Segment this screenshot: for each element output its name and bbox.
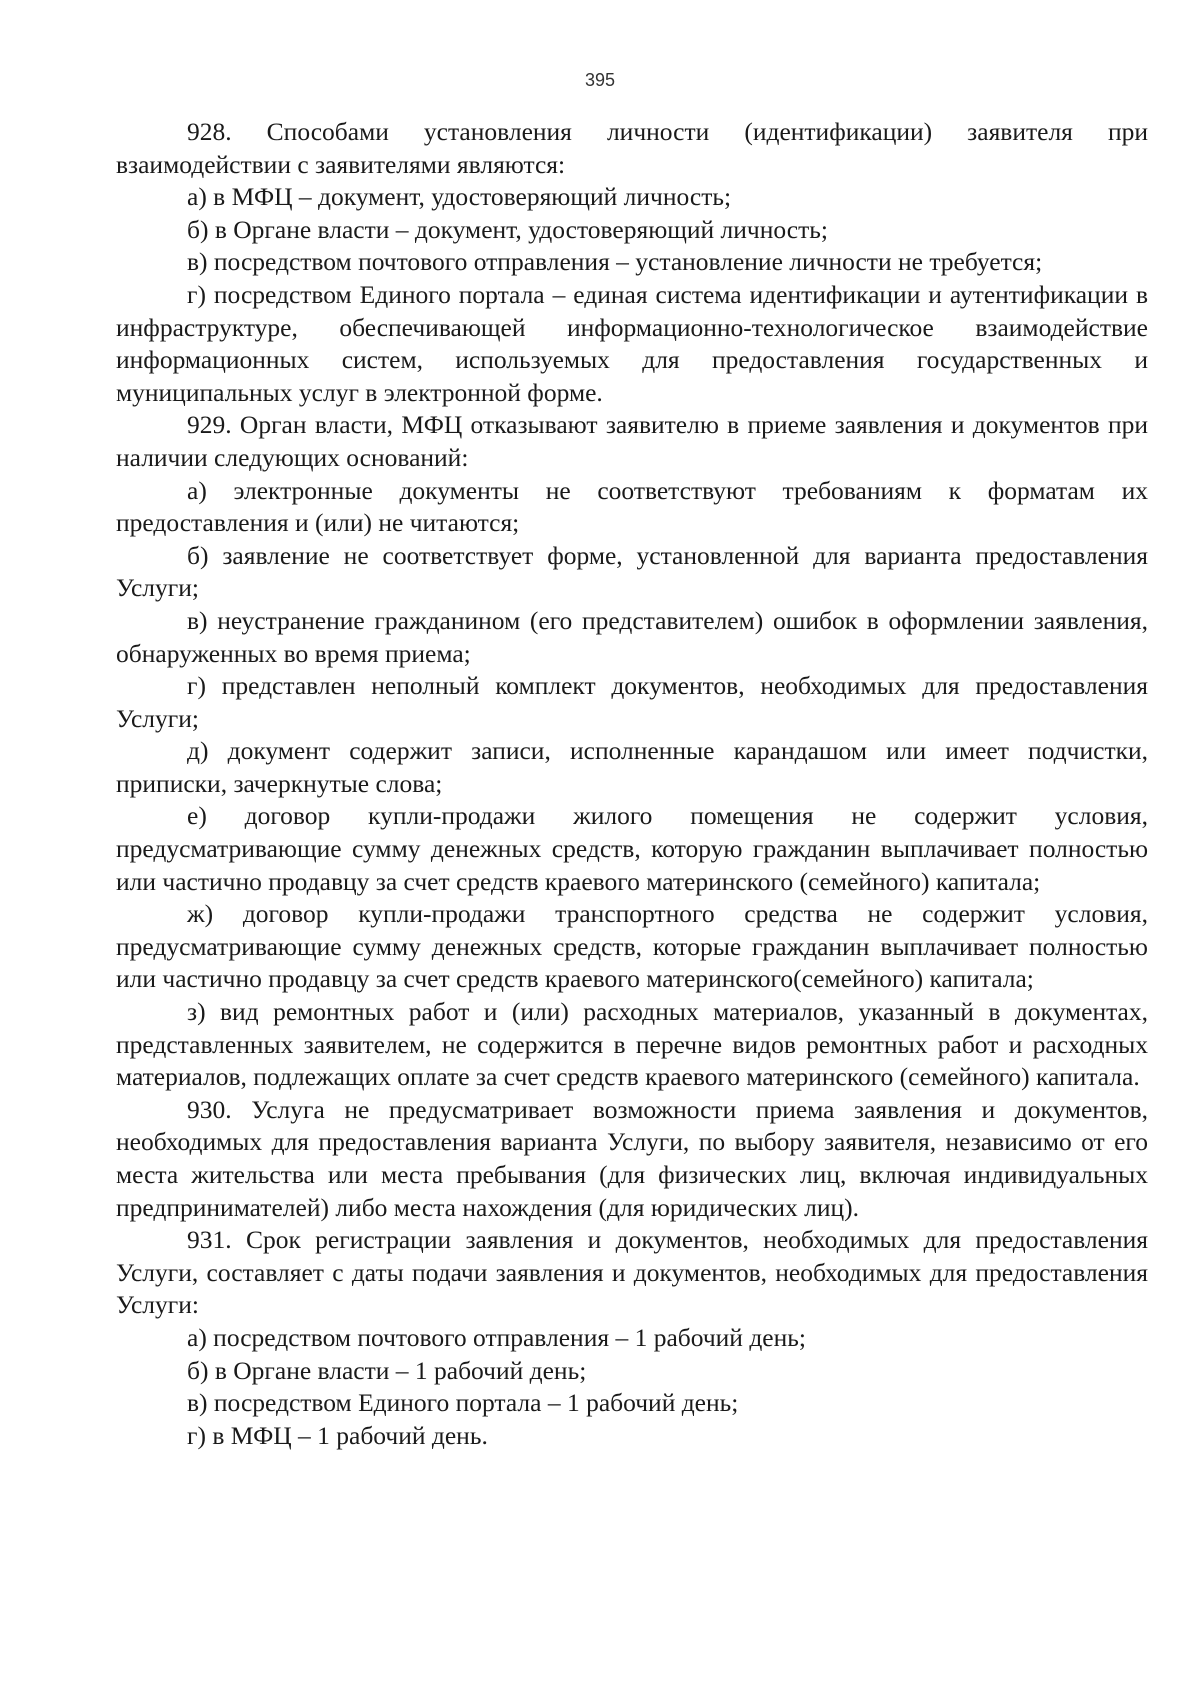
list-item-928-v: в) посредством почтового отправления – установление личности не требуется; xyxy=(187,247,1043,277)
list-item-929-zh: ж) договор купли-продажи транспортного средства не содержит условия, предусматривающие сумму денежных средств, которые гражданин выплачивает полностью или частично продавцу за счет средств краевого материнского(семейного) капитала; xyxy=(116,899,1148,994)
list-item-931-b: б) в Органе власти – 1 рабочий день; xyxy=(187,1355,587,1385)
paragraph-929: 929. Орган власти, МФЦ отказывают заявителю в приеме заявления и документов при наличии следующих оснований: xyxy=(116,410,1148,472)
list-item-928-a: а) в МФЦ – документ, удостоверяющий личность; xyxy=(187,182,732,212)
list-item-931-v: в) посредством Единого портала – 1 рабочий день; xyxy=(187,1388,739,1418)
list-item-928-b: б) в Органе власти – документ, удостоверяющий личность; xyxy=(187,214,828,244)
list-item-929-e: е) договор купли-продажи жилого помещения не содержит условия, предусматривающие сумму денежных средств, которую гражданин выплачивает полностью или частично продавцу за счет средств краевого материнского (семейного) капитала; xyxy=(116,801,1148,896)
list-item-929-a: а) электронные документы не соответствуют требованиям к форматам их предоставления и (или) не читаются; xyxy=(116,475,1148,538)
list-item-929-b: б) заявление не соответствует форме, установленной для варианта предоставления Услуги; xyxy=(116,540,1148,603)
paragraph-928: 928. Способами установления личности (идентификации) заявителя при взаимодействии с заявителями являются: xyxy=(116,117,1148,179)
list-item-929-z: з) вид ремонтных работ и (или) расходных материалов, указанный в документах, представленных заявителем, не содержится в перечне видов ремонтных работ и расходных материалов, подлежащих оплате за счет средств краевого материнского (семейного) капитала. xyxy=(116,997,1148,1092)
list-item-928-g: г) посредством Единого портала – единая система идентификации и аутентификации в инфраструктуре, обеспечивающей информационно-технологическое взаимодействие информационных систем, используемых для предоставления государственных и муниципальных услуг в электронной форме. xyxy=(116,279,1148,407)
list-item-931-a: а) посредством почтового отправления – 1 рабочий день; xyxy=(187,1322,806,1352)
page-number: 395 xyxy=(584,70,616,90)
paragraph-930: 930. Услуга не предусматривает возможности приема заявления и документов, необходимых для предоставления варианта Услуги, по выбору заявителя, независимо от его места жительства или места пребывания (для физических лиц, включая индивидуальных предпринимателей) либо места нахождения (для юридических лиц). xyxy=(116,1094,1148,1222)
document-body xyxy=(116,116,1148,1452)
list-item-929-g: г) представлен неполный комплект документов, необходимых для предоставления Услуги; xyxy=(116,671,1148,733)
list-item-931-g: г) в МФЦ – 1 рабочий день. xyxy=(187,1420,488,1450)
list-item-929-d: д) документ содержит записи, исполненные карандашом или имеет подчистки, приписки, зачеркнутые слова; xyxy=(116,736,1148,798)
paragraph-931: 931. Срок регистрации заявления и документов, необходимых для предоставления Услуги, составляет с даты подачи заявления и документов, необходимых для предоставления Услуги: xyxy=(116,1225,1148,1320)
list-item-929-v: в) неустранение гражданином (его представителем) ошибок в оформлении заявления, обнаруженных во время приема; xyxy=(116,605,1148,668)
